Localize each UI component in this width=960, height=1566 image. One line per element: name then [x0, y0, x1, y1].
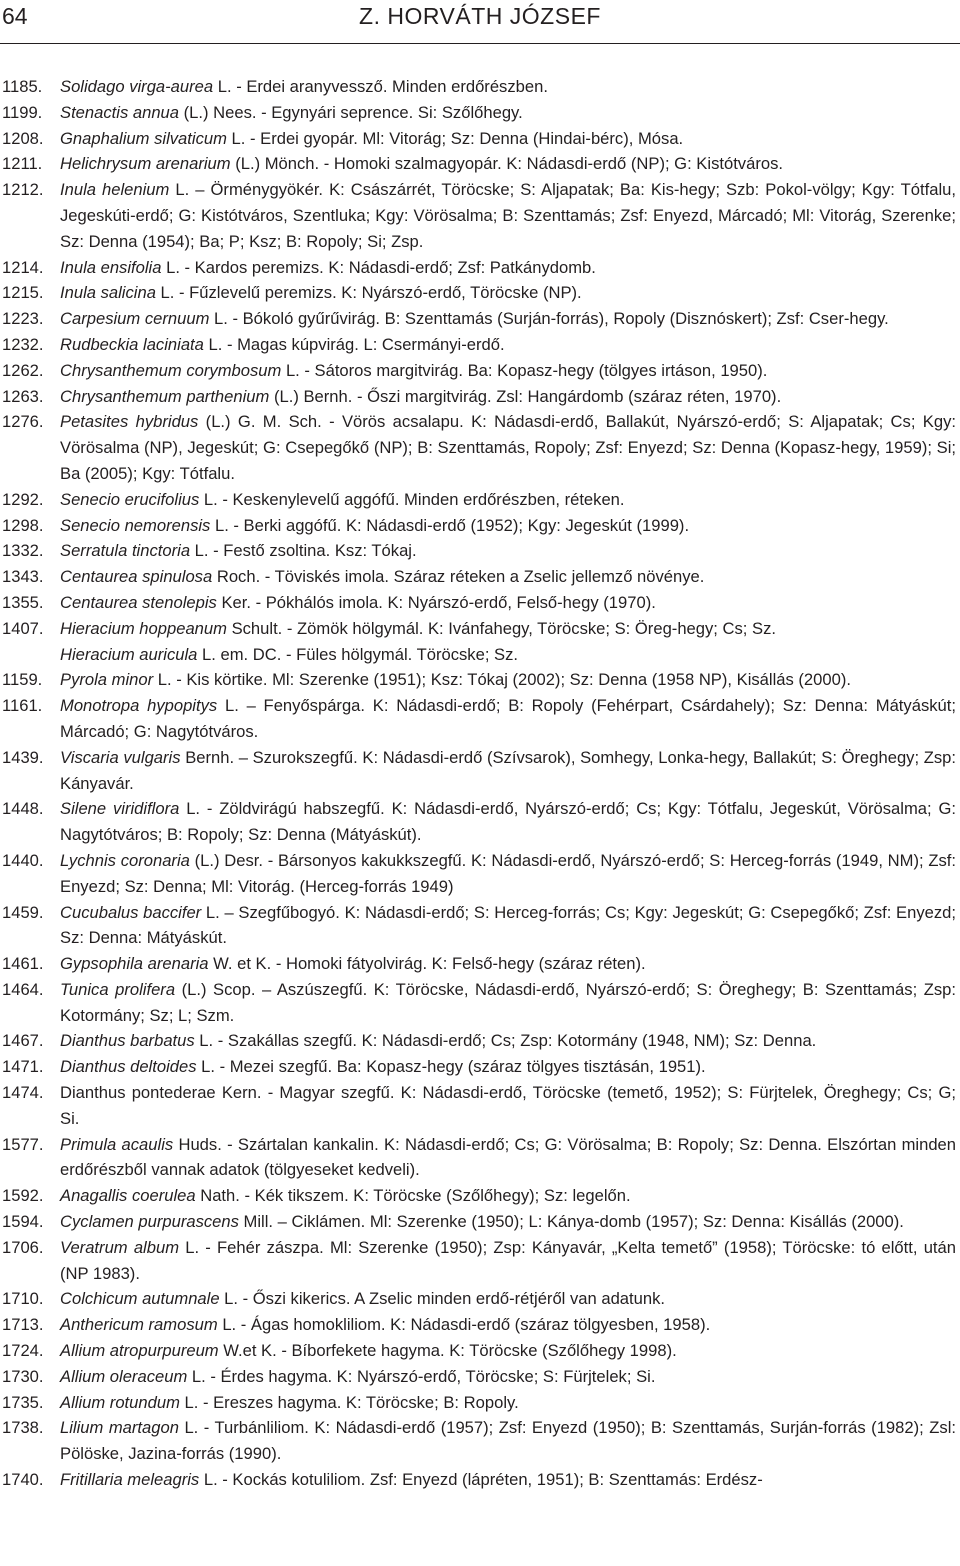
scientific-name: Chrysanthemum parthenium: [60, 386, 270, 406]
entry-number: 1262.: [2, 360, 44, 380]
list-item: [0, 538, 960, 564]
entry-text: L. - Ereszes hagyma. K: Töröcske; B: Ropoly.: [179, 1392, 519, 1412]
list-item: [0, 1467, 960, 1493]
entry-text: L. - Keskenylevelű aggófű. Minden erdőrészben, réteken.: [199, 489, 625, 509]
entry-number: 1713.: [2, 1315, 44, 1335]
entry-number: 1223.: [2, 309, 44, 329]
scientific-name: Dianthus deltoides: [60, 1057, 197, 1077]
scientific-name: Veratrum album: [60, 1237, 180, 1257]
entry-text: Mill. – Ciklámen. Ml: Szerenke (1950); L: Kánya-domb (1957); Sz: Denna: Kisállás (2000).: [238, 1212, 904, 1232]
list-item: [0, 1028, 960, 1054]
entry-text: L. - Erdei aranyvessző. Minden erdőrészben.: [213, 77, 548, 96]
page-header: [0, 0, 960, 40]
list-item: [0, 384, 960, 410]
scientific-name: Lychnis coronaria: [60, 850, 190, 870]
entry-text: L. - Érdes hagyma. K: Nyárszó-erdő, Töröcske; S: Fürjtelek; Si.: [187, 1366, 656, 1386]
scientific-name: Cyclamen purpurascens: [60, 1212, 239, 1232]
scientific-name: Senecio erucifolius: [60, 489, 200, 509]
entry-text: (L.) Desr. - Bársonyos kakukkszegfű. K: Nádasdi-erdő, Nyárszó-erdő; S: Herceg-forrás (1949, NM); Zsf: Enyezd; Sz: Denna; Ml: Vitorág. (Herceg-forrás 1949): [60, 850, 956, 896]
list-item: [0, 745, 960, 797]
list-item: [0, 100, 960, 126]
species-list: [0, 74, 960, 1493]
running-title: Z. HORVÁTH JÓZSEF: [359, 3, 601, 29]
list-item: [0, 951, 960, 977]
entry-number: 1407.: [2, 618, 44, 638]
list-item: [0, 1338, 960, 1364]
list-item: [0, 564, 960, 590]
list-item: [0, 358, 960, 384]
entry-number: 1263.: [2, 386, 44, 406]
entry-number: 1159.: [2, 670, 43, 690]
entry-number: 1232.: [2, 334, 44, 354]
scientific-name: Allium atropurpureum: [60, 1341, 219, 1361]
scientific-name: Serratula tinctoria: [60, 541, 191, 561]
entry-text: L. – Fenyőspárga. K: Nádasdi-erdő; B: Ropoly (Fehérpart, Csárdahely); Sz: Denna: Mátyáskút; Márcadó; G: Nagytótváros.: [60, 696, 956, 741]
scientific-name: Centaurea stenolepis: [60, 592, 217, 612]
page-number: 64: [2, 3, 28, 29]
entry-number: 1740.: [2, 1470, 44, 1490]
scientific-name: Primula acaulis: [60, 1134, 174, 1154]
scientific-name: Stenactis annua: [60, 102, 180, 122]
scientific-name: Inula helenium: [60, 180, 170, 200]
list-item: [0, 513, 960, 539]
list-item: [0, 1080, 960, 1132]
entry-number: 1459.: [2, 902, 44, 922]
entry-number: 1208.: [2, 128, 44, 148]
entry-text: Nath. - Kék tikszem. K: Töröcske (Szőlőhegy); Sz: legelőn.: [195, 1186, 631, 1206]
list-item: [0, 1054, 960, 1080]
list-item: [0, 332, 960, 358]
entry-number: 1199.: [2, 102, 43, 122]
scientific-name: Tunica prolifera: [60, 979, 176, 999]
entry-number: 1161.: [2, 696, 43, 716]
list-item: [0, 1390, 960, 1416]
entry-text: L. – Szegfűbogyó. K: Nádasdi-erdő; S: Herceg-forrás; Cs; Kgy: Jegeskút; G: Csepegőkő; Zsf: Enyezd; Sz: Denna: Mátyáskút.: [60, 902, 956, 948]
entry-text: (L.) Scop. – Aszúszegfű. K: Töröcske, Nádasdi-erdő, Nyárszó-erdő; S: Öreghegy; B: Szenttamás; Zsp: Kotormány; Sz; L; Szm.: [60, 979, 956, 1025]
list-item: [0, 1312, 960, 1338]
list-item: [0, 409, 960, 486]
list-item: [0, 255, 960, 281]
entry-number: 1474.: [2, 1083, 44, 1103]
entry-text: L. - Kardos peremizs. K: Nádasdi-erdő; Zsf: Patkánydomb.: [161, 257, 596, 277]
scientific-name: Rudbeckia laciniata: [60, 334, 204, 354]
list-item: [0, 1132, 960, 1184]
list-item: [0, 177, 960, 254]
entry-text: (L.) Nees. - Egynyári seprence. Si: Szőlőhegy.: [179, 102, 523, 122]
list-item: [0, 487, 960, 513]
entry-text: (L.) Bernh. - Őszi margitvirág. Zsl: Hangárdomb (száraz réten, 1970).: [269, 386, 782, 406]
entry-number: 1448.: [2, 799, 44, 819]
entry-text: Dianthus pontederae Kern. - Magyar szegfű. K: Nádasdi-erdő, Töröcske (temető, 1952); S: Fürjtelek, Öreghegy; Cs; G; Si.: [60, 1083, 956, 1128]
entry-number: 1594.: [2, 1212, 44, 1232]
entry-text: (L.) G. M. Sch. - Vörös acsalapu. K: Nádasdi-erdő, Ballakút, Nyárszó-erdő; S: Aljapatak; Cs; Kgy: Vörösalma (NP), Jegeskút; G: Csepegőkő (NP); B: Szenttamás, Ropoly; Zsf: Enyezd; Sz: Denna (Kopasz-hegy, 1959); Si; Ba (2005); Kgy: Tótfalu.: [60, 412, 956, 483]
entry-text: L. - Kis körtike. Ml: Szerenke (1951); Ksz: Tókaj (2002); Sz: Denna (1958 NP), Kisállás (2000).: [153, 670, 851, 690]
scientific-name: Hieracium hoppeanum: [60, 618, 227, 638]
list-item: [0, 590, 960, 616]
entry-number: 1592.: [2, 1186, 44, 1206]
scientific-name: Fritillaria meleagris: [60, 1470, 200, 1490]
scientific-name: Pyrola minor: [60, 670, 154, 690]
entry-number: 1440.: [2, 850, 44, 870]
entry-number: 1185.: [2, 77, 43, 96]
entry-text: L. - Ágas homokliliom. K: Nádasdi-erdő (száraz tölgyesben, 1958).: [217, 1315, 711, 1335]
scientific-name: Gypsophila arenaria: [60, 954, 209, 974]
entry-text: (L.) Mönch. - Homoki szalmagyopár. K: Nádasdi-erdő (NP); G: Kistótváros.: [230, 154, 783, 174]
scientific-name: Anagallis coerulea: [60, 1186, 196, 1206]
list-item: [0, 1415, 960, 1467]
entry-number: 1355.: [2, 592, 44, 612]
entry-text: Huds. - Szártalan kankalin. K: Nádasdi-erdő; Cs; G: Vörösalma; B: Ropoly; Sz: Denna. Elszórtan minden erdőrészből vannak adatok (tölgyeseket kedveli).: [60, 1134, 957, 1180]
entry-number: 1439.: [2, 747, 44, 767]
scientific-name: Allium oleraceum: [60, 1366, 188, 1386]
list-item: [0, 280, 960, 306]
entry-text: Ker. - Pókhálós imola. K: Nyárszó-erdő, Felső-hegy (1970).: [216, 592, 656, 612]
entry-text: L. - Kockás kotuliliom. Zsf: Enyezd (lápréten, 1951); B: Szenttamás: Erdész-: [199, 1470, 763, 1490]
entry-text: L. - Berki aggófű. K: Nádasdi-erdő (1952); Kgy: Jegeskút (1999).: [210, 515, 690, 535]
scientific-name: Dianthus barbatus: [60, 1031, 195, 1051]
entry-text: L. - Magas kúpvirág. L: Csermányi-erdő.: [203, 334, 505, 354]
entry-number: 1298.: [2, 515, 44, 535]
list-item: [0, 977, 960, 1029]
list-item: [0, 1183, 960, 1209]
scientific-name: Chrysanthemum corymbosum: [60, 360, 282, 380]
entry-text: L. - Erdei gyopár. Ml: Vitorág; Sz: Denna (Hindai-bérc), Mósa.: [226, 128, 684, 148]
list-item: [0, 900, 960, 952]
scientific-name: Viscaria vulgaris: [60, 747, 181, 767]
scientific-name: Inula ensifolia: [60, 257, 162, 277]
entry-number: 1730.: [2, 1366, 44, 1386]
list-item: [0, 306, 960, 332]
entry-number: 1276.: [2, 412, 44, 432]
scientific-name: Senecio nemorensis: [60, 515, 211, 535]
list-item: [0, 1235, 960, 1287]
entry-text: L. em. DC. - Füles hölgymál. Töröcske; Sz.: [197, 644, 519, 664]
entry-number: 1710.: [2, 1289, 44, 1309]
entry-text: L. – Örménygyökér. K: Császárrét, Töröcske; S: Aljapatak; Ba: Kis-hegy; Szb: Pokol-völgy; Kgy: Tótfalu, Jegeskúti-erdő; G: Kistótváros, Szentluka; Kgy: Vörösalma; B: Szenttamás; Zsf: Enyezd, Márcadó; Ml: Vitorág, Szerenke; Sz: Denna (1954); Ba; P; Ksz; B: Ropoly; Si; Zsp.: [60, 180, 956, 251]
scientific-name: Gnaphalium silvaticum: [60, 128, 227, 148]
entry-text: L. - Zöldvirágú habszegfű. K: Nádasdi-erdő, Nyárszó-erdő; Cs; Kgy: Tótfalu, Jegeskút, Vörösalma; G: Nagytótváros; B: Ropoly; Sz: Denna (Mátyáskút).: [60, 799, 956, 845]
scientific-name: Hieracium auricula: [60, 644, 198, 664]
entry-text: Roch. - Töviskés imola. Száraz réteken a Zselic jellemző növénye.: [212, 567, 705, 587]
entry-text: L. - Szakállas szegfű. K: Nádasdi-erdő; Cs; Zsp: Kotormány (1948, NM); Sz: Denna.: [194, 1031, 817, 1051]
scientific-name: Cucubalus baccifer: [60, 902, 202, 922]
list-item: [0, 1364, 960, 1390]
entry-number: 1471.: [2, 1057, 44, 1077]
entry-text: L. - Turbánliliom. K: Nádasdi-erdő (1957); Zsf: Enyezd (1950); B: Szenttamás, Surján-forrás (1982); Zsl: Pölöske, Jazina-forrás (1990).: [60, 1418, 956, 1464]
entry-text: L. - Fehér zászpa. Ml: Szerenke (1950); Zsp: Kányavár, „Kelta temető” (1958); Töröcske: tó előtt, után (NP 1983).: [60, 1237, 956, 1283]
scientific-name: Colchicum autumnale: [60, 1289, 220, 1309]
list-item: [0, 796, 960, 848]
scientific-name: Helichrysum arenarium: [60, 154, 231, 174]
entry-number: 1706.: [2, 1237, 44, 1257]
entry-number: 1467.: [2, 1031, 44, 1051]
entry-text: L. - Festő zsoltina. Ksz: Tókaj.: [190, 541, 417, 561]
list-item: [0, 126, 960, 152]
list-item: [0, 848, 960, 900]
scientific-name: Carpesium cernuum: [60, 309, 210, 329]
entry-number: 1464.: [2, 979, 44, 999]
entry-text: Schult. - Zömök hölgymál. K: Ivánfahegy, Töröcske; S: Öreg-hegy; Cs; Sz.: [226, 618, 776, 638]
list-item: [0, 1209, 960, 1235]
scientific-name: Monotropa hypopitys: [60, 696, 218, 716]
entry-number: 1332.: [2, 541, 44, 561]
entry-text: L. - Sátoros margitvirág. Ba: Kopasz-hegy (tölgyes irtáson, 1950).: [281, 360, 768, 380]
entry-text: W. et K. - Homoki fátyolvirág. K: Felső-hegy (száraz réten).: [208, 954, 646, 974]
scientific-name: Lilium martagon: [60, 1418, 179, 1438]
entry-number: 1343.: [2, 567, 44, 587]
scientific-name: Inula salicina: [60, 283, 156, 303]
list-item: [0, 693, 960, 745]
entry-number: 1215.: [2, 283, 44, 303]
list-item: [0, 74, 960, 100]
scientific-name: Centaurea spinulosa: [60, 567, 213, 587]
entry-text: Bernh. – Szurokszegfű. K: Nádasdi-erdő (Szívsarok), Somhegy, Lonka-hegy, Ballakút; S: Öreghegy; Zsp: Kányavár.: [60, 747, 956, 793]
header-rule: [0, 43, 960, 44]
entry-text: L. - Mezei szegfű. Ba: Kopasz-hegy (száraz tölgyes tisztásán, 1951).: [196, 1057, 706, 1077]
scientific-name: Anthericum ramosum: [60, 1315, 218, 1335]
list-item: [0, 616, 960, 668]
entry-number: 1211.: [2, 154, 43, 174]
scientific-name: Petasites hybridus: [60, 412, 199, 432]
entry-number: 1292.: [2, 489, 44, 509]
scientific-name: Solidago virga-aurea: [60, 77, 214, 96]
entry-number: 1738.: [2, 1418, 44, 1438]
entry-number: 1577.: [2, 1134, 44, 1154]
entry-text: W.et K. - Bíborfekete hagyma. K: Töröcske (Szőlőhegy 1998).: [218, 1341, 677, 1361]
entry-number: 1212.: [2, 180, 44, 200]
list-item: [0, 151, 960, 177]
entry-number: 1461.: [2, 954, 44, 974]
entry-number: 1724.: [2, 1341, 44, 1361]
entry-text: L. - Bókoló gyűrűvirág. B: Szenttamás (Surján-forrás), Ropoly (Disznóskert); Zsf: Cser-hegy.: [209, 309, 889, 329]
scientific-name: Allium rotundum: [60, 1392, 180, 1412]
entry-number: 1214.: [2, 257, 44, 277]
entry-text: L. - Őszi kikerics. A Zselic minden erdő-rétjéről van adatunk.: [219, 1289, 666, 1309]
scientific-name: Silene viridiflora: [60, 799, 180, 819]
entry-number: 1735.: [2, 1392, 44, 1412]
list-item: [0, 667, 960, 693]
entry-text: L. - Fűzlevelű peremizs. K: Nyárszó-erdő, Töröcske (NP).: [155, 283, 582, 303]
list-item: [0, 1286, 960, 1312]
